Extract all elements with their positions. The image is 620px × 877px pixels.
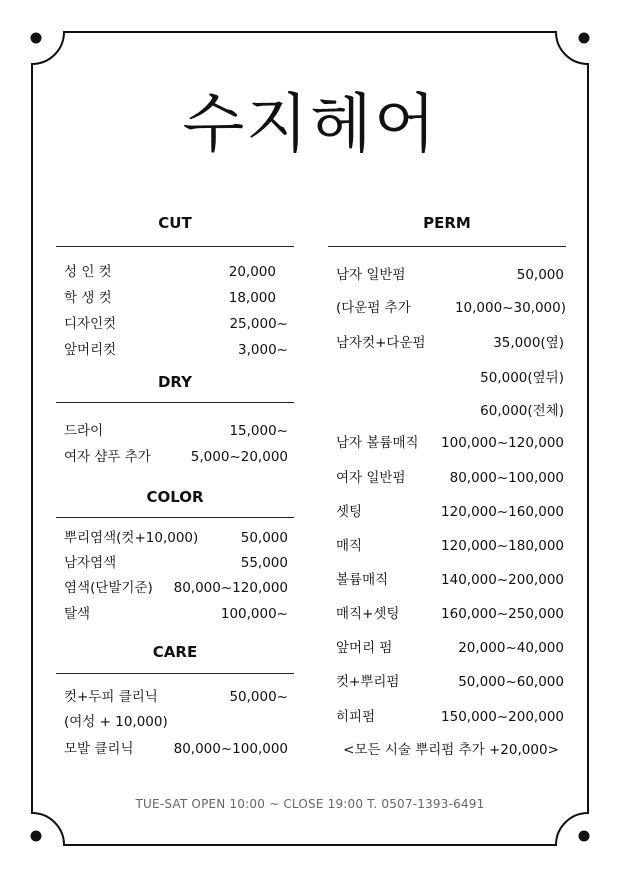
- perm-item: [336, 670, 564, 694]
- perm-item-price: 50,000: [516, 267, 564, 283]
- perm-item-name: 남자컷+다운펌: [336, 335, 426, 351]
- perm-item-price: 150,000~200,000: [441, 709, 564, 725]
- cut-item-price: 25,000~: [229, 316, 288, 332]
- cut-item-price: 3,000~: [238, 342, 288, 358]
- perm-item: [336, 366, 564, 390]
- color-divider: [56, 517, 294, 518]
- dry-item-price: 5,000~20,000: [190, 449, 288, 465]
- color-item-name: 염색(단발기준): [64, 580, 153, 596]
- care-item-name: 컷+두피 클리닉: [64, 689, 158, 705]
- perm-item-price: 50,000~60,000: [458, 674, 564, 690]
- perm-item-price: 120,000~180,000: [441, 538, 564, 554]
- color-item-price: 55,000: [240, 555, 288, 571]
- perm-item-name: 남자 볼륨매직: [336, 435, 419, 451]
- dry-item-price: 15,000~: [229, 423, 288, 439]
- perm-item-price: 35,000(옆): [493, 335, 564, 351]
- cut-item-name: 성 인 컷: [64, 264, 112, 280]
- cut-heading: CUT: [158, 214, 192, 232]
- corner-dot-bottom-right: [579, 831, 590, 842]
- care-heading: CARE: [152, 643, 198, 661]
- shop-title: 수지헤어: [182, 88, 438, 162]
- color-item: [64, 602, 288, 626]
- perm-item-price: 60,000(전체): [480, 403, 564, 419]
- care-item-name: 모발 클리닉: [64, 741, 134, 757]
- perm-item-price: 10,000~30,000): [454, 300, 566, 316]
- cut-divider: [56, 246, 294, 247]
- perm-note: <모든 시술 뿌리펌 추가 +20,000>: [343, 742, 559, 758]
- perm-item: [336, 636, 564, 660]
- perm-item: [336, 534, 564, 558]
- cut-item-name: 앞머리컷: [64, 342, 117, 358]
- perm-item-price: 100,000~120,000: [441, 435, 564, 451]
- perm-item: [336, 296, 566, 320]
- perm-item: [336, 500, 564, 524]
- cut-item-price: 18,000: [228, 290, 276, 306]
- care-item: [64, 685, 288, 709]
- perm-item-name: 매직: [336, 538, 363, 554]
- cut-item: [64, 286, 276, 310]
- dry-divider: [56, 402, 294, 403]
- perm-item-price: 20,000~40,000: [458, 640, 564, 656]
- perm-item-price: 120,000~160,000: [441, 504, 564, 520]
- color-item-name: 탈색: [64, 606, 91, 622]
- perm-item-name: 셋팅: [336, 504, 363, 520]
- perm-item-price: 50,000(옆뒤): [480, 370, 564, 386]
- perm-item: [336, 399, 564, 423]
- dry-item-name: 여자 샴푸 추가: [64, 449, 151, 465]
- perm-item: [336, 568, 564, 592]
- care-item-price: 50,000~: [229, 689, 288, 705]
- dry-heading: DRY: [157, 373, 193, 391]
- footer-hours-phone: TUE-SAT OPEN 10:00 ~ CLOSE 19:00 T. 0507-1393-6491: [135, 797, 485, 811]
- cut-item-name: 학 생 컷: [64, 290, 112, 306]
- care-item: [64, 737, 288, 761]
- corner-dot-bottom-left: [31, 831, 42, 842]
- perm-item-name: 히피펌: [336, 709, 376, 725]
- color-item-name: 뿌리염색(컷+10,000): [64, 530, 199, 546]
- corner-dot-top-right: [579, 33, 590, 44]
- perm-item: [336, 431, 564, 455]
- color-item-price: 50,000: [240, 530, 288, 546]
- cut-item: [64, 312, 288, 336]
- cut-item: [64, 260, 276, 284]
- perm-heading: PERM: [423, 214, 471, 232]
- perm-item-name: (다운펌 추가: [336, 300, 411, 316]
- perm-item-name: 앞머리 펌: [336, 640, 393, 656]
- perm-item-name: 볼륨매직: [336, 572, 389, 588]
- color-item: [64, 576, 288, 600]
- perm-item-price: 140,000~200,000: [441, 572, 564, 588]
- perm-item: [336, 331, 564, 355]
- perm-item: [336, 705, 564, 729]
- perm-item-name: 매직+셋팅: [336, 606, 400, 622]
- perm-item: [336, 466, 564, 490]
- perm-item-name: 컷+뿌리펌: [336, 674, 400, 690]
- dry-item: [64, 419, 288, 443]
- perm-divider: [328, 246, 566, 247]
- perm-item: [336, 602, 564, 626]
- cut-item: [64, 338, 288, 362]
- care-divider: [56, 673, 294, 674]
- dry-item: [64, 445, 288, 469]
- color-item: [64, 551, 288, 575]
- care-note: (여성 + 10,000): [64, 714, 168, 730]
- dry-item-name: 드라이: [64, 423, 104, 439]
- color-item-price: 80,000~120,000: [173, 580, 288, 596]
- corner-dot-top-left: [31, 33, 42, 44]
- color-item: [64, 526, 288, 550]
- care-item-price: 80,000~100,000: [173, 741, 288, 757]
- perm-item-price: 160,000~250,000: [441, 606, 564, 622]
- color-item-price: 100,000~: [220, 606, 288, 622]
- perm-item-price: 80,000~100,000: [449, 470, 564, 486]
- cut-item-name: 디자인컷: [64, 316, 117, 332]
- cut-item-price: 20,000: [228, 264, 276, 280]
- perm-item-name: 여자 일반펌: [336, 470, 406, 486]
- color-heading: COLOR: [146, 488, 204, 506]
- color-item-name: 남자염색: [64, 555, 117, 571]
- perm-item: [336, 263, 564, 287]
- perm-item-name: 남자 일반펌: [336, 267, 406, 283]
